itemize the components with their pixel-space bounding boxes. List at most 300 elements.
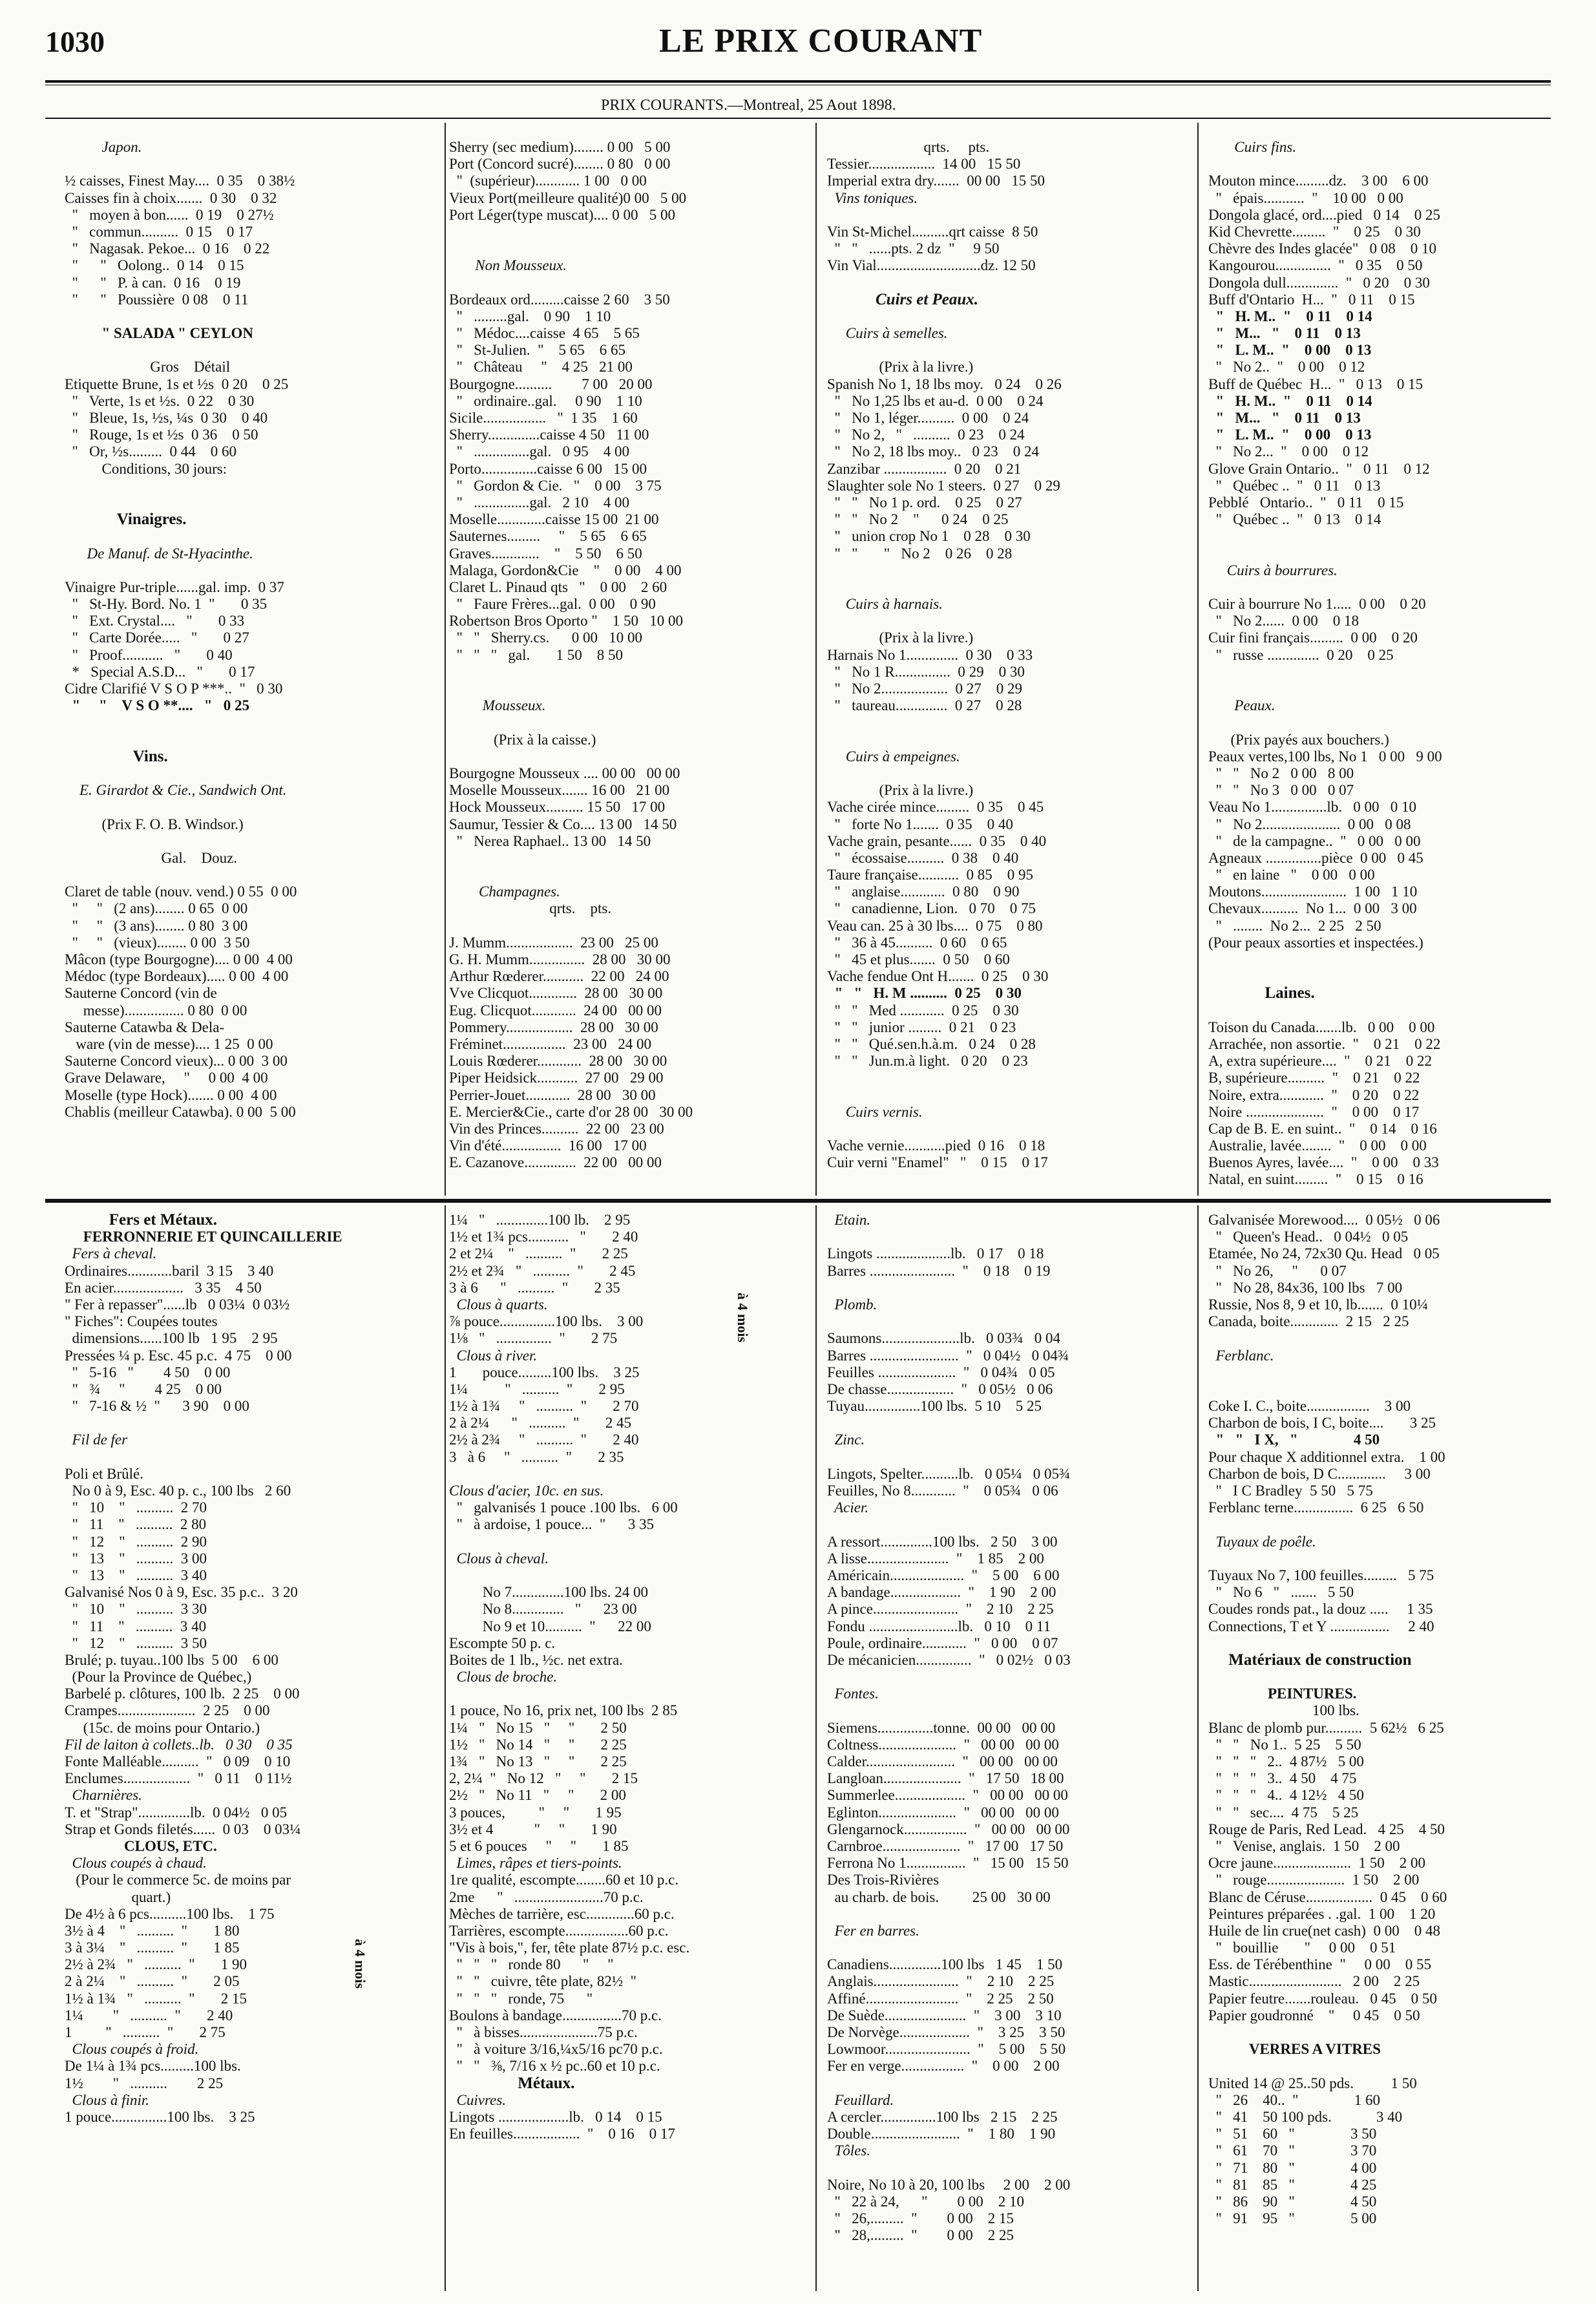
price-line: Sauterne Concord (vin de xyxy=(65,985,217,1002)
sidenote-terms: à 4 mois xyxy=(352,1939,368,1989)
price-line: " 11 " .......... 3 40 xyxy=(65,1618,207,1634)
price-line: Chablis (meilleur Catawba). 0 00 5 00 xyxy=(65,1103,296,1120)
price-line: " Rouge, 1s et ½s 0 36 0 50 xyxy=(65,427,258,443)
price-line xyxy=(1208,681,1551,697)
price-line: Fontes. xyxy=(827,1686,879,1702)
price-line: " 45 et plus....... 0 50 0 60 xyxy=(827,951,1010,967)
price-line: Clous à finir. xyxy=(65,2091,150,2108)
price-line: " 71 80 " 4 00 xyxy=(1208,2159,1377,2176)
price-line: " " (vieux)........ 0 00 3 50 xyxy=(65,934,250,951)
price-line: 3 à 3¼ " .......... " 1 85 xyxy=(65,1939,240,1956)
price-line: Porto...............caisse 6 00 15 00 xyxy=(449,460,647,477)
price-line: Tuyaux No 7, 100 feuilles......... 5 75 xyxy=(1208,1567,1434,1583)
price-line: " 10 " .......... 3 30 xyxy=(65,1601,207,1618)
price-line: 1¼ " .......... " 2 40 xyxy=(65,2007,233,2024)
price-line: " " " 2.. 4 87½ 5 00 xyxy=(1208,1753,1364,1770)
price-line: Vache cirée mince......... 0 35 0 45 xyxy=(827,799,1044,816)
price-line xyxy=(449,714,811,731)
price-line: De mécanicien............... " 0 02½ 0 03 xyxy=(827,1651,1071,1668)
price-line: " russe .............. 0 20 0 25 xyxy=(1208,646,1394,663)
price-line: Métaux. xyxy=(449,2075,575,2092)
price-line: " H. M.. " 0 11 0 14 xyxy=(1208,392,1372,409)
price-line: " canadienne, Lion. 0 70 0 75 xyxy=(827,900,1036,917)
price-column-cuirs-fins-laines xyxy=(1208,139,1551,1189)
price-line: Sherry (sec medium)........ 0 00 5 00 xyxy=(449,139,671,155)
price-line: Louis Rœderer............ 28 00 30 00 xyxy=(449,1053,667,1070)
price-line: 2me " ........................70 p.c. xyxy=(449,1888,644,1905)
price-line: Langloan..................... " 17 50 18 00 xyxy=(827,1770,1064,1787)
price-line: Veau No 1...............lb. 0 00 0 10 xyxy=(1208,799,1416,816)
price-line: messe)................ 0 80 0 00 xyxy=(65,1002,247,1019)
price-line: Mèches de tarrière, esc.............60 p.c. xyxy=(449,1905,675,1922)
price-line xyxy=(1208,2058,1551,2075)
price-line: " en laine " 0 00 0 00 xyxy=(1208,867,1375,883)
price-line: 3 à 6 " .......... " 2 35 xyxy=(449,1279,620,1296)
price-line: Saumur, Tessier & Co.... 13 00 14 50 xyxy=(449,816,677,832)
price-line: Cuir fini français......... 0 00 0 20 xyxy=(1208,629,1418,646)
price-line xyxy=(827,1415,1192,1432)
price-line: " " " 3.. 4 50 4 75 xyxy=(1208,1770,1357,1787)
price-line: De 1¼ à 1¾ pcs.........100 lbs. xyxy=(65,2058,241,2075)
price-line: " ...............gal. 0 95 4 00 xyxy=(449,443,629,460)
price-line: " union crop No 1 0 28 0 30 xyxy=(827,528,1031,545)
price-line: Australie, lavée........ " 0 00 0 00 xyxy=(1208,1137,1427,1154)
price-line xyxy=(827,1280,1192,1296)
price-line: " taureau.............. 0 27 0 28 xyxy=(827,697,1022,714)
price-line xyxy=(1208,714,1551,731)
price-line: No 7..............100 lbs. 24 00 xyxy=(449,1584,648,1601)
price-line: " 41 50 100 pds. 3 40 xyxy=(1208,2108,1403,2125)
price-line: " " (2 ans)........ 0 65 0 00 xyxy=(65,900,248,917)
price-line: Non Mousseux. xyxy=(449,257,567,274)
price-line: 2½ à 2¾ " .......... " 2 40 xyxy=(449,1432,639,1448)
price-line: Poule, ordinaire............ " 0 00 0 07 xyxy=(827,1634,1058,1651)
column-separator xyxy=(445,123,446,1196)
price-line: " No 2..................... 0 00 0 08 xyxy=(1208,816,1411,832)
price-line: CLOUS, ETC. xyxy=(65,1837,217,1854)
price-line: " " Oolong.. 0 14 0 15 xyxy=(65,257,244,274)
price-line: Pressées ¼ p. Esc. 45 p.c. 4 75 0 00 xyxy=(65,1347,292,1364)
price-line: Fer en verge................. " 0 00 2 00 xyxy=(827,2058,1060,2075)
price-column-sherry-champagnes xyxy=(449,139,811,1171)
price-line: " No 2, 18 lbs moy.. 0 23 0 24 xyxy=(827,443,1039,460)
price-line: " Nerea Raphael.. 13 00 14 50 xyxy=(449,832,651,849)
price-line xyxy=(65,833,439,850)
price-line xyxy=(827,1449,1192,1466)
price-line: Taure française........... 0 85 0 95 xyxy=(827,867,1034,883)
price-line: Double........................ " 1 80 1 90 xyxy=(827,2126,1056,2142)
price-line xyxy=(449,275,811,291)
price-line: Cuirs et Peaux. xyxy=(827,291,979,308)
price-line: Port (Concord sucré)........ 0 80 0 00 xyxy=(449,156,671,173)
price-line: Coltness..................... " 00 00 00 00 xyxy=(827,1736,1059,1753)
price-line: " à voiture 3/16,¼x5/16 pc70 p.c. xyxy=(449,2041,663,2058)
price-line: " " No 2 0 00 8 00 xyxy=(1208,765,1354,781)
price-line: Papier goudronné " 0 45 0 50 xyxy=(1208,2007,1420,2024)
price-line: 2½ et 2¾ " .......... " 2 45 xyxy=(449,1262,636,1279)
price-line xyxy=(827,1121,1192,1137)
price-line: Chèvre des Indes glacée" 0 08 0 10 xyxy=(1208,240,1437,257)
price-line: Port Léger(type muscat).... 0 00 5 00 xyxy=(449,206,676,223)
price-line: Slaughter sole No 1 steers. 0 27 0 29 xyxy=(827,477,1060,494)
price-line: Fonte Malléable.......... " 0 09 0 10 xyxy=(65,1753,291,1770)
price-line: Carnbroe..................... " 17 00 17 50 xyxy=(827,1837,1064,1854)
price-line: " ...............gal. 2 10 4 00 xyxy=(449,494,629,511)
price-line: Vieux Port(meilleure qualité)0 00 5 00 xyxy=(449,189,687,206)
price-line xyxy=(827,765,1192,782)
price-line xyxy=(1208,1635,1551,1652)
price-line: G. H. Mumm............... 28 00 30 00 xyxy=(449,951,671,967)
price-line: " " V S O **.... " 0 25 xyxy=(65,697,250,714)
price-line: Piper Heidsick........... 27 00 29 00 xyxy=(449,1070,664,1086)
price-line: Fréminet................. 23 00 24 00 xyxy=(449,1035,652,1052)
price-line xyxy=(827,1229,1192,1245)
price-line: 5 et 6 pouces " " 1 85 xyxy=(449,1837,629,1854)
price-line xyxy=(827,1906,1192,1923)
price-line: " No 2... " 0 00 0 12 xyxy=(1208,443,1369,460)
price-line: " Carte Dorée..... " 0 27 xyxy=(65,629,249,646)
price-line: " " ......pts. 2 dz " 9 50 xyxy=(827,240,1000,257)
price-line: " 12 " .......... 3 50 xyxy=(65,1634,207,1651)
page-header xyxy=(0,0,1596,114)
price-line xyxy=(1208,968,1551,985)
price-line: Natal, en suint......... " 0 15 0 16 xyxy=(1208,1171,1423,1188)
price-line: Barres ........................ " 0 04½ 0 04¾ xyxy=(827,1347,1069,1364)
price-line: " commun.......... 0 15 0 17 xyxy=(65,223,253,240)
price-line: " " Sherry.cs. 0 00 10 00 xyxy=(449,629,643,646)
price-line: " No 2.. " 0 00 0 12 xyxy=(1208,359,1365,375)
price-line: Buff de Québec H... " 0 13 0 15 xyxy=(1208,375,1423,392)
price-line: Gros Détail xyxy=(65,359,231,375)
price-line xyxy=(827,562,1192,579)
price-line: " Proof........... " 0 40 xyxy=(65,646,233,663)
price-line: Vin des Princes.......... 22 00 23 00 xyxy=(449,1120,664,1137)
price-line: " 26,......... " 0 00 2 15 xyxy=(827,2210,1014,2227)
price-line: Clous coupés à froid. xyxy=(65,2041,199,2058)
price-line: 1½ " .......... 2 25 xyxy=(65,2075,224,2091)
price-line xyxy=(1208,2024,1551,2041)
price-line: " I C Bradley 5 50 5 75 xyxy=(1208,1483,1373,1499)
price-line: " bouillie " 0 00 0 51 xyxy=(1208,1939,1396,1956)
price-line: Connections, T et Y ................ 2 40 xyxy=(1208,1618,1434,1634)
price-line: Noire ..................... " 0 00 0 17 xyxy=(1208,1103,1420,1120)
price-line: Papier feutre.......rouleau. 0 45 0 50 xyxy=(1208,1990,1437,2007)
price-line: " Faure Frères...gal. 0 00 0 90 xyxy=(449,596,656,613)
price-line: Dongola dull.............. " 0 20 0 30 xyxy=(1208,274,1430,291)
price-line: Vins. xyxy=(65,748,168,765)
price-line: " " No 3 0 00 0 07 xyxy=(1208,782,1354,799)
price-line: 2 à 2¼ " .......... " 2 45 xyxy=(449,1415,631,1432)
price-line: Graves............. " 5 50 6 50 xyxy=(449,545,642,562)
price-line: Fers et Métaux. xyxy=(65,1212,218,1229)
price-line: Galvanisée Morewood.... 0 05½ 0 06 xyxy=(1208,1212,1440,1228)
price-line: 3 à 6 " .......... " 2 35 xyxy=(449,1448,624,1465)
price-line xyxy=(1208,1669,1551,1686)
price-line: Boulons à bandage................70 p.c. xyxy=(449,2007,662,2024)
price-line xyxy=(827,1939,1192,1956)
price-line xyxy=(65,714,439,731)
price-line: " No 1,25 lbs et au-d. 0 00 0 24 xyxy=(827,392,1044,409)
price-line: Japon. xyxy=(65,139,142,155)
price-line xyxy=(65,562,439,579)
price-line: (Prix à la livre.) xyxy=(827,629,974,646)
price-line: " .........gal. 0 90 1 10 xyxy=(449,308,611,324)
price-line: (Pour la Province de Québec,) xyxy=(65,1669,252,1686)
price-line: Tessier.................. 14 00 15 50 xyxy=(827,156,1021,173)
price-line: Clous d'acier, 10c. en sus. xyxy=(449,1483,604,1499)
price-line: Peintures préparées . .gal. 1 00 1 20 xyxy=(1208,1905,1436,1922)
price-line: " Québec .. " 0 13 0 14 xyxy=(1208,511,1381,528)
price-line: 1 " .......... " 2 75 xyxy=(65,2024,226,2040)
price-line: Arrachée, non assortie. " 0 21 0 22 xyxy=(1208,1035,1441,1052)
price-line: " 86 90 " 4 50 xyxy=(1208,2193,1377,2210)
price-line: Escompte 50 p. c. xyxy=(449,1634,556,1651)
price-line xyxy=(827,579,1192,596)
price-line: Cuir verni "Enamel" " 0 15 0 17 xyxy=(827,1154,1048,1171)
price-line: Saumons.....................lb. 0 03¾ 0 04 xyxy=(827,1330,1060,1347)
price-line: Sauternes......... " 5 65 6 65 xyxy=(449,528,647,545)
price-line: " L. M.. " 0 00 0 13 xyxy=(1208,427,1372,443)
price-line: Arthur Rœderer........... 22 00 24 00 xyxy=(449,968,669,985)
price-line: " " " ronde 80 " " xyxy=(449,1956,614,1973)
price-line: 1½ et 1¾ pcs........... " 2 40 xyxy=(449,1229,638,1245)
price-line xyxy=(1208,528,1551,545)
price-line: Fer en barres. xyxy=(827,1922,919,1939)
price-line: Vve Clicquot............. 28 00 30 00 xyxy=(449,985,663,1002)
price-line xyxy=(827,1702,1192,1719)
price-line: No 8.............. " 23 00 xyxy=(449,1601,637,1618)
price-line: Barres ....................... " 0 18 0 19 xyxy=(827,1262,1051,1279)
price-line: Feuilles, No 8............ " 0 05¾ 0 06 xyxy=(827,1483,1058,1499)
price-line xyxy=(827,342,1192,359)
price-line xyxy=(827,732,1192,748)
price-line xyxy=(65,494,439,511)
price-line: " 61 70 " 3 70 xyxy=(1208,2142,1377,2159)
price-line: " rouge..................... 1 50 2 00 xyxy=(1208,1872,1420,1888)
price-line: " St-Julien. " 5 65 6 65 xyxy=(449,342,626,359)
price-line: Eglinton..................... " 00 00 00 00 xyxy=(827,1804,1059,1821)
price-line xyxy=(1208,1330,1551,1347)
price-line: " " " 4.. 4 12½ 4 50 xyxy=(1208,1787,1364,1804)
price-line: " Château " 4 25 21 00 xyxy=(449,359,633,375)
price-line: Mouton mince.........dz. 3 00 6 00 xyxy=(1208,173,1429,189)
price-line: FERRONNERIE ET QUINCAILLERIE xyxy=(65,1229,342,1245)
price-line: " à bisses.....................75 p.c. xyxy=(449,2024,638,2040)
price-line xyxy=(1208,545,1551,562)
price-line: Robertson Bros Oporto " 1 50 10 00 xyxy=(449,613,684,629)
price-line xyxy=(827,2075,1192,2092)
price-line xyxy=(1208,579,1551,596)
price-line: (15c. de moins pour Ontario.) xyxy=(65,1719,260,1736)
price-line: " 26 40.. " 1 60 xyxy=(1208,2091,1381,2108)
price-line: Zanzibar ................. 0 20 0 21 xyxy=(827,460,1022,477)
price-line: (Prix à la livre.) xyxy=(827,359,974,375)
price-line: A, extra supérieure.... " 0 21 0 22 xyxy=(1208,1053,1432,1070)
price-line: " 5-16 " 4 50 0 00 xyxy=(65,1364,231,1380)
price-line: " 13 " .......... 3 40 xyxy=(65,1567,207,1583)
price-line xyxy=(449,748,811,765)
price-line xyxy=(65,1449,439,1466)
price-line: E. Mercier&Cie., carte d'or 28 00 30 00 xyxy=(449,1103,693,1120)
price-line: Agneaux ...............pièce 0 00 0 45 xyxy=(1208,849,1423,866)
price-line: Vin d'été................ 16 00 17 00 xyxy=(449,1137,647,1154)
price-line: " " P. à can. 0 16 0 19 xyxy=(65,274,241,291)
price-line: Etamée, No 24, 72x30 Qu. Head 0 05 xyxy=(1208,1245,1440,1262)
price-line xyxy=(449,1686,811,1702)
price-line: 3 pouces, " " 1 95 xyxy=(449,1804,622,1821)
price-line: United 14 @ 25..50 pds. 1 50 xyxy=(1208,2075,1417,2091)
price-line: 3½ à 4 " .......... " 1 80 xyxy=(65,1922,240,1939)
price-column-fers-metaux xyxy=(65,1212,439,2126)
price-line: Feuillard. xyxy=(827,2091,894,2108)
price-line: 1re qualité, escompte........60 et 10 p.c. xyxy=(449,1872,679,1888)
price-line: Lingots ....................lb. 0 17 0 18 xyxy=(827,1245,1044,1262)
price-line: " No 2...... 0 00 0 18 xyxy=(1208,613,1359,629)
price-line: " H. M.. " 0 11 0 14 xyxy=(1208,308,1372,324)
price-line: Kangourou............... " 0 35 0 50 xyxy=(1208,257,1423,274)
price-line xyxy=(65,799,439,816)
column-separator xyxy=(815,1205,817,2291)
price-line: Peaux vertes,100 lbs, No 1 0 00 9 00 xyxy=(1208,748,1442,765)
price-line: Crampes..................... 2 25 0 00 xyxy=(65,1702,270,1719)
price-column-clous-metaux xyxy=(449,1212,811,2142)
price-line: Limes, râpes et tiers-points. xyxy=(449,1855,622,1872)
price-line: Huile de lin crue(net cash) 0 00 0 48 xyxy=(1208,1922,1440,1939)
price-line: " SALADA " CEYLON xyxy=(65,325,253,342)
price-line: 1½ " No 14 " " 2 25 xyxy=(449,1736,627,1753)
price-line xyxy=(449,1466,811,1483)
price-line: " " (3 ans)........ 0 80 3 00 xyxy=(65,917,248,934)
price-line: Glengarnock................. " 00 00 00 00 xyxy=(827,1821,1070,1837)
price-line: Summerlee................... " 00 00 00 00 xyxy=(827,1787,1068,1804)
price-line: " anglaise............ 0 80 0 90 xyxy=(827,883,1020,900)
price-line: Bourgogne.......... 7 00 20 00 xyxy=(449,375,653,392)
price-line: " Ext. Crystal.... " 0 33 xyxy=(65,613,245,629)
price-line: Clous à quarts. xyxy=(449,1296,548,1313)
price-line: " 13 " .......... 3 00 xyxy=(65,1550,207,1567)
price-line: " " cuivre, tête plate, 82½ " xyxy=(449,1973,637,1990)
price-line: " " No 1.. 5 25 5 50 xyxy=(1208,1736,1361,1753)
price-line: Calder........................ " 00 00 00 00 xyxy=(827,1753,1058,1770)
price-line: " Queen's Head.. 0 04½ 0 05 xyxy=(1208,1229,1409,1245)
price-line: qrts. pts. xyxy=(827,139,990,155)
price-line: E. Cazanove.............. 22 00 00 00 xyxy=(449,1154,662,1171)
sidenote-terms: à 4 mois xyxy=(735,1293,751,1342)
price-line: " Fiches": Coupées toutes xyxy=(65,1313,218,1330)
price-line: " Or, ½s......... 0 44 0 60 xyxy=(65,443,236,460)
price-line xyxy=(65,528,439,545)
price-line: " " No 2 " 0 24 0 25 xyxy=(827,511,1009,528)
column-separator xyxy=(1197,123,1199,1196)
price-line: De 4½ à 6 pcs..........100 lbs. 1 75 xyxy=(65,1905,275,1922)
price-line: Vache vernie...........pied 0 16 0 18 xyxy=(827,1137,1045,1154)
price-line: Strap et Gonds filetés...... 0 03 0 03¼ xyxy=(65,1821,301,1837)
page-subtitle: PRIX COURANTS.—Montreal, 25 Aout 1898. xyxy=(601,97,896,114)
price-line: Ordinaires............baril 3 15 3 40 xyxy=(65,1262,274,1279)
price-line xyxy=(827,2160,1192,2177)
price-line xyxy=(65,732,439,748)
price-line xyxy=(827,308,1192,325)
price-line: ½ caisses, Finest May.... 0 35 0 38½ xyxy=(65,173,295,189)
price-line: Claret de table (nouv. vend.) 0 55 0 00 xyxy=(65,883,297,900)
price-line: dimensions......100 lb 1 95 2 95 xyxy=(65,1330,278,1347)
price-line: 1¼ " No 15 " " 2 50 xyxy=(449,1719,627,1736)
price-line: Barbelé p. clôtures, 100 lb. 2 25 0 00 xyxy=(65,1686,300,1702)
price-line: Mâcon (type Bourgogne).... 0 00 4 00 xyxy=(65,951,293,967)
price-line: " " " No 2 0 26 0 28 xyxy=(827,545,1013,562)
price-line: Galvanisé Nos 0 à 9, Esc. 35 p.c.. 3 20 xyxy=(65,1584,298,1601)
price-line: Caisses fin à choix....... 0 30 0 32 xyxy=(65,189,277,206)
price-line: Charnières. xyxy=(65,1787,142,1804)
price-line: " No 26, " 0 07 xyxy=(1208,1262,1347,1279)
price-line: Dongola glacé, ord....pied 0 14 0 25 xyxy=(1208,206,1440,223)
price-line: (Pour peaux assorties et inspectées.) xyxy=(1208,934,1423,951)
price-line: Acier. xyxy=(827,1499,869,1516)
price-line: Mastic......................... 2 00 2 25 xyxy=(1208,1973,1420,1990)
subtitle-rule xyxy=(45,118,1551,119)
price-line: 2, 2¼ " No 12 " " 2 15 xyxy=(449,1770,638,1787)
price-line: Tuyau...............100 lbs. 5 10 5 25 xyxy=(827,1398,1042,1415)
price-line: " No 1, léger.......... 0 00 0 24 xyxy=(827,410,1029,426)
price-line: Clous à river. xyxy=(449,1347,538,1364)
price-line: Canadiens..............100 lbs 1 45 1 50 xyxy=(827,1956,1063,1973)
price-line: Champagnes. xyxy=(449,883,560,900)
price-line: Sicile................. " 1 35 1 60 xyxy=(449,410,638,426)
price-line: Fers à cheval. xyxy=(65,1245,157,1262)
price-line xyxy=(827,275,1192,291)
price-line xyxy=(827,1087,1192,1104)
price-line: De chasse.................. " 0 05½ 0 06 xyxy=(827,1380,1053,1397)
price-line: " " Poussière 0 08 0 11 xyxy=(65,291,249,308)
price-line: Vache fendue Ont H....... 0 25 0 30 xyxy=(827,968,1049,985)
price-line: 1⅛ " ............... " 2 75 xyxy=(449,1330,618,1347)
price-line: Coudes ronds pat., la douz ..... 1 35 xyxy=(1208,1601,1433,1618)
price-line: Laines. xyxy=(1208,985,1315,1002)
price-line: 2½ " No 11 " " 2 00 xyxy=(449,1787,626,1804)
price-line: VERRES A VITRES xyxy=(1208,2041,1381,2058)
price-line: " Gordon & Cie. " 0 00 3 75 xyxy=(449,477,662,494)
price-line: Buff d'Ontario H... " 0 11 0 15 xyxy=(1208,291,1415,308)
price-line: " Nagasak. Pekoe... 0 16 0 22 xyxy=(65,240,270,257)
price-line: Gal. Douz. xyxy=(65,849,238,866)
price-line: " Venise, anglais. 1 50 2 00 xyxy=(1208,1837,1400,1854)
price-line: 3½ et 4 " " 1 90 xyxy=(449,1821,617,1837)
price-line: Fondu ........................lb. 0 10 0 11 xyxy=(827,1618,1051,1634)
price-line: Cuirs à bourrures. xyxy=(1208,562,1338,578)
price-line: 1¼ " .......... " 2 95 xyxy=(449,1380,625,1397)
price-line: 1½ à 1¾ " .......... " 2 70 xyxy=(449,1398,639,1415)
price-line: Kid Chevrette......... " 0 25 0 30 xyxy=(1208,223,1421,240)
price-line: Anglais....................... " 2 10 2 25 xyxy=(827,1973,1055,1990)
price-line xyxy=(1208,951,1551,968)
price-line: " Verte, 1s et ½s. 0 22 0 30 xyxy=(65,392,255,409)
price-line xyxy=(827,714,1192,731)
price-line: Noire, No 10 à 20, 100 lbs 2 00 2 00 xyxy=(827,2176,1071,2193)
price-line xyxy=(1208,1364,1551,1381)
price-line: Ocre jaune..................... 1 50 2 00 xyxy=(1208,1855,1425,1872)
price-line: (Pour le commerce 5c. de moins par xyxy=(65,1872,291,1888)
price-line: " épais........... " 10 00 0 00 xyxy=(1208,189,1403,206)
price-line: Canada, boite............. 2 15 2 25 xyxy=(1208,1313,1409,1330)
price-line: Spanish No 1, 18 lbs moy. 0 24 0 26 xyxy=(827,375,1062,392)
price-line xyxy=(449,681,811,697)
price-line: " L. M.. " 0 00 0 13 xyxy=(1208,342,1372,359)
price-line: Sauterne Catawba & Dela- xyxy=(65,1019,225,1035)
price-line: En acier................... 3 35 4 50 xyxy=(65,1279,262,1296)
price-line: Russie, Nos 8, 9 et 10, lb....... 0 10¼ xyxy=(1208,1296,1428,1313)
price-line: " " Jun.m.à light. 0 20 0 23 xyxy=(827,1053,1028,1070)
price-line: Américain.................... " 5 00 6 00 xyxy=(827,1567,1060,1583)
